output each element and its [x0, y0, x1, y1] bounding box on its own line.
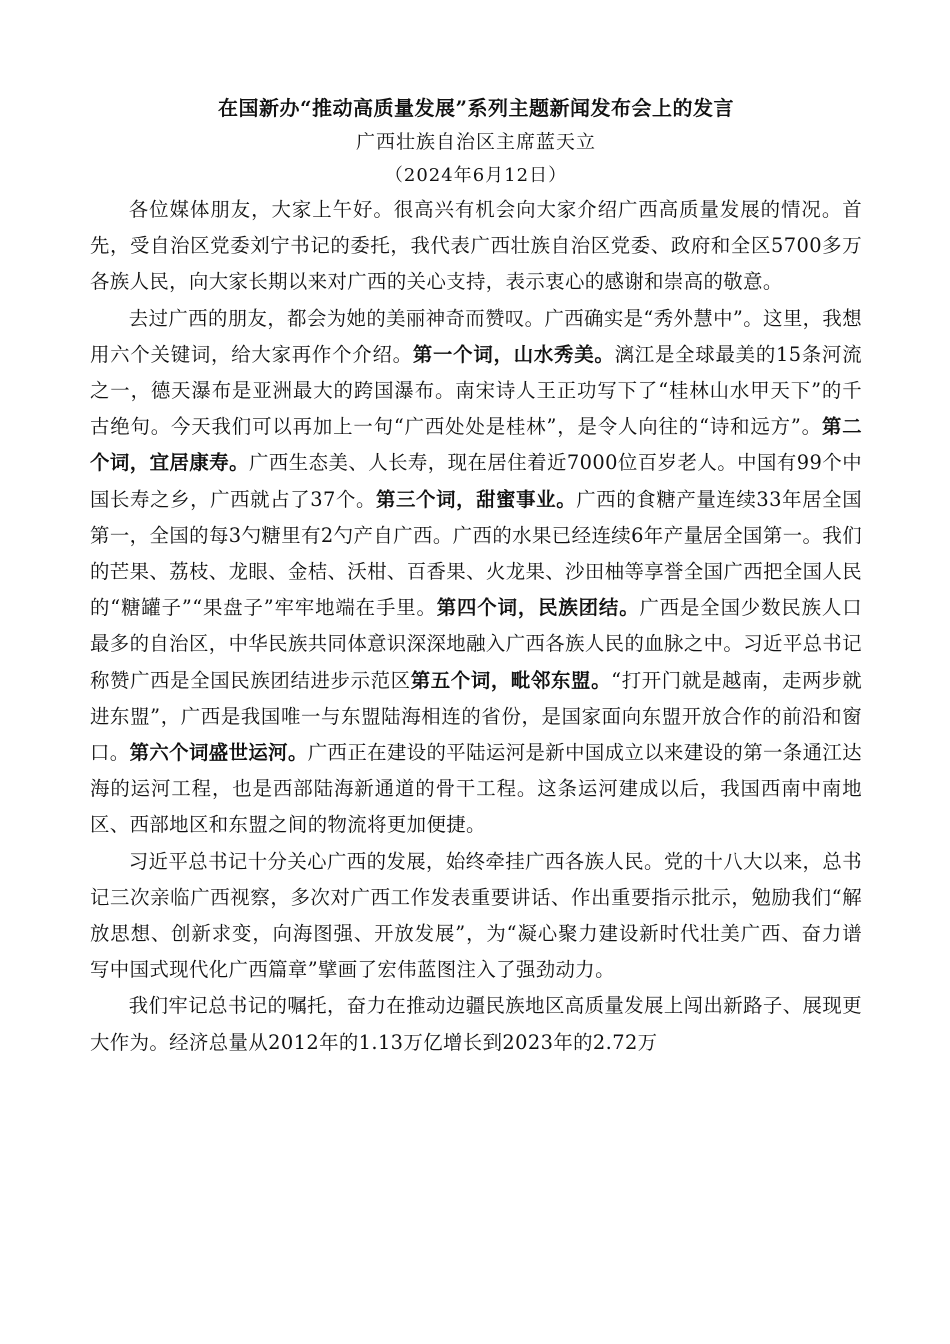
keyword-heading: 第三个词，甜蜜事业。 [376, 487, 577, 511]
paragraph-text: 去过广西的朋友，都会为她的美丽神奇而赞叹。广西确实是“秀外慧中”。这里，我想用六个关键词，给大家再作个介绍。 [90, 306, 862, 366]
paragraph-text: 广西生态美、人长寿，现在居住着近7000位百岁老人。中国有99个中国长寿之乡，广西就占了37个。 [90, 451, 862, 511]
paragraph-text: 习近平总书记十分关心广西的发展，始终牵挂广西各族人民。党的十八大以来，总书记三次亲临广西视察，多次对广西工作发表重要讲话、作出重要指示批示，勉励我们“解放思想、创新求变，向海图强、开放发展”，为“凝心聚力建设新时代壮美广西、奋力谱写中国式现代化广西篇章”擘画了宏伟蓝图注入了强劲动力。 [90, 849, 862, 982]
keyword-heading: 第六个词盛世运河。 [129, 741, 308, 765]
keyword-heading: 第五个词，毗邻东盟。 [410, 668, 612, 692]
paragraph [90, 301, 862, 844]
paragraph [90, 844, 862, 989]
paragraph-text: 广西的食糖产量连续33年居全国第一，全国的每3勺糖里有2勺产自广西。广西的水果已经连续6年产量居全国第一。我们的芒果、荔枝、龙眼、金桔、沃柑、百香果、火龙果、沙田柚等享誉全国广西把全国人民的“糖罐子”“果盘子”牢牢地端在手里。 [90, 487, 862, 620]
date-line: （2024年6月12日） [384, 165, 568, 186]
document-title: 在国新办“推动高质量发展”系列主题新闻发布会上的发言 [217, 96, 734, 120]
paragraph-text: 漓江是全球最美的15条河流之一，德天瀑布是亚洲最大的跨国瀑布。南宋诗人王正功写下了“桂林山水甲天下”的千古绝句。今天我们可以再加上一句“广西处处是桂林”，是令人向往的“诗和远方”。 [90, 342, 863, 439]
author-line: 广西壮族自治区主席蓝天立 [355, 131, 596, 153]
paragraph-text: 广西正在建设的平陆运河是新中国成立以来建设的第一条通江达海的运河工程，也是西部陆海新通道的骨干工程。这条运河建成以后，我国西南中南地区、西部地区和东盟之间的物流将更加便捷。 [90, 741, 862, 837]
paragraph [90, 988, 862, 1060]
body-text [90, 192, 862, 1061]
paragraph-text: 广西是全国少数民族人口最多的自治区，中华民族共同体意识深深地融入广西各族人民的血脉之中。习近平总书记称赞广西是全国民族团结进步示范区 [90, 596, 862, 692]
keyword-heading: 第四个词，民族团结。 [436, 596, 640, 620]
keyword-heading: 第二个词，宜居康寿。 [90, 415, 862, 475]
paragraph [90, 192, 862, 301]
paragraph-text: 各位媒体朋友，大家上午好。很高兴有机会向大家介绍广西高质量发展的情况。首先，受自治区党委刘宁书记的委托，我代表广西壮族自治区党委、政府和全区5700多万各族人民，向大家长期以来对广西的关心支持，表示衷心的感谢和崇高的敬意。 [90, 198, 862, 294]
paragraph-text: “打开门就是越南，走两步就进东盟”，广西是我国唯一与东盟陆海相连的省份，是国家面向东盟开放合作的前沿和窗口。 [90, 668, 862, 765]
keyword-heading: 第一个词，山水秀美。 [412, 342, 615, 366]
paragraph-text: 我们牢记总书记的嘱托，奋力在推动边疆民族地区高质量发展上闯出新路子、展现更大作为。经济总量从2012年的1.13万亿增长到2023年的2.72万 [90, 994, 862, 1054]
